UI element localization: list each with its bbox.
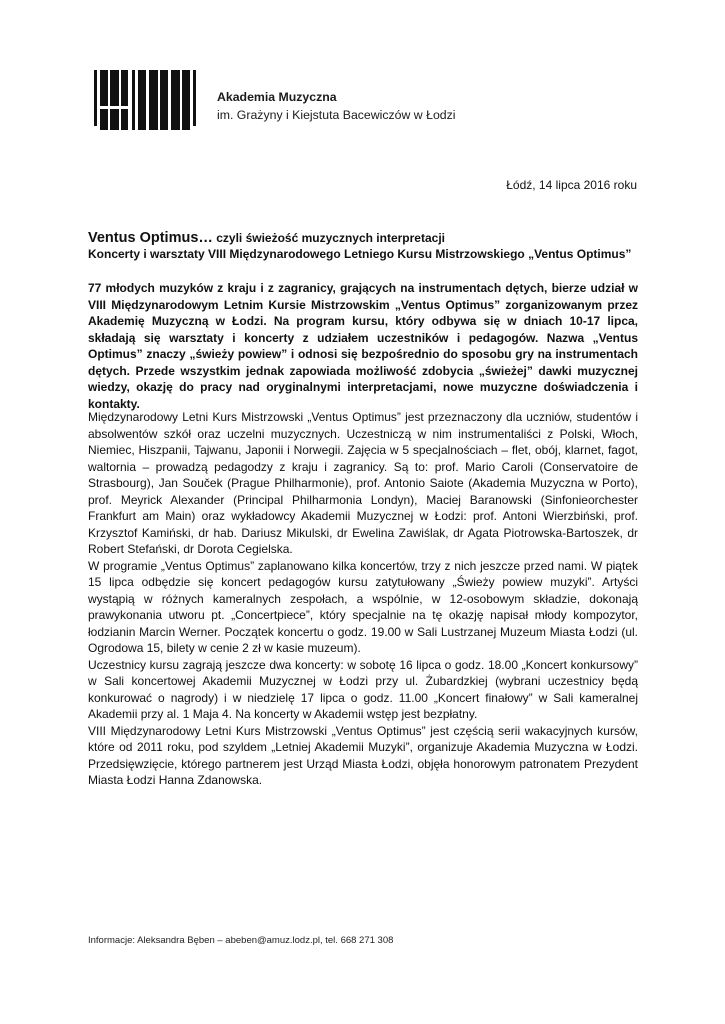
- title-main: Ventus Optimus…: [88, 230, 213, 246]
- paragraph: VIII Międzynarodowy Letni Kurs Mistrzowski „Ventus Optimus” jest częścią serii wakacyjnych kursów, które od 2011 roku, pod szyldem „Letniej Akademii Muzyki”, organizuje Akademia Muzyczna w Łodzi. Przedsięwzięcie, którego partnerem jest Urząd Miasta Łodzi, objęła honorowym patronatem Prezydent Miasta Łodzi Hanna Zdanowska.: [88, 723, 638, 787]
- lead-paragraph: [88, 280, 638, 412]
- document-title: [88, 229, 638, 247]
- paragraph: W programie „Ventus Optimus” zaplanowano kilka koncertów, trzy z nich jeszcze przed nami. W piątek 15 lipca odbędzie się koncert pedagogów kursu zatytułowany „Świeży powiew muzyki”. Artyści wystąpią w różnych kameralnych zespołach, a wspólnie, w 12-osobowym składzie, dokonają prawykonania utworu pt. „Concertpiece”, który specjalnie na tę okazję napisał młody kompozytor, łodzianin Marcin Werner. Początek koncertu o godz. 19.00 w Sali Lustrzanej Muzeum Miasta Łodzi (ul. Ogrodowa 15, bilety w cenie 2 zł w kasie muzeum).: [88, 558, 638, 655]
- academy-logo-icon: [94, 68, 206, 130]
- paragraph: Uczestnicy kursu zagrają jeszcze dwa koncerty: w sobotę 16 lipca o godz. 18.00 „Koncert konkursowy” w Sali koncertowej Akademii Muzycznej w Łodzi przy ul. Żubardzkiej (wybrani uczestnicy będą konkurować o nagrody) i w niedzielę 17 lipca o godz. 11.00 „Koncert finałowy” w Sali kameralnej Akademii przy al. 1 Maja 4. Na koncerty w Akademii wstęp jest bezpłatny.: [88, 657, 638, 721]
- body-text: [88, 409, 638, 789]
- paragraph: Międzynarodowy Letni Kurs Mistrzowski „Ventus Optimus” jest przeznaczony dla uczniów, studentów i absolwentów szkół oraz uczelni muzycznych. Uczestniczą w nim instrumentaliści z Polski, Włoch, Niemiec, Hiszpanii, Tajwanu, Japonii i Norwegii. Zajęcia w 5 specjalnościach – flet, obój, klarnet, fagot, waltornia – prowadzą pedagodzy z kraju i zagranicy. Są to: prof. Mario Caroli (Conservatoire de Strasbourg), Jan Souček (Prague Philharmonie), prof. Antonio Saiote (Akademia Muzyczna w Porto), prof. Meyrick Alexander (Principal Philharmonia Londyn), Maciej Baranowski (Sinfonieorchester Frankfurt am Main) oraz wykładowcy Akademii Muzycznej w Łodzi: prof. Antoni Wierzbiński, prof. Krzysztof Kamiński, dr hab. Dariusz Mikulski, dr Ewelina Zawiślak, dr Agata Piotrowska-Bartoszek, dr Robert Stefański, dr Dorota Cegielska.: [88, 410, 638, 556]
- organization-block: [217, 88, 456, 124]
- lead-text: 77 młodych muzyków z kraju i z zagranicy, grających na instrumentach dętych, bierze udział w VIII Międzynarodowym Letnim Kursie Mistrzowskim „Ventus Optimus” zorganizowanym przez Akademię Muzyczną w Łodzi. Na program kursu, który odbywa się w dniach 10-17 lipca, składają się warsztaty i koncerty z udziałem uczestników i pedagogów. Nazwa „Ventus Optimus” znaczy „świeży powiew” i odnosi się bezpośrednio do sposobu gry na instrumentach dętych. Przede wszystkim jednak zapowiada możliwość zdobycia „świeżej” dawki muzycznej wiedzy, okazję do pracy nad oryginalnymi interpretacjami, nowe muzyczne doświadczenia i kontakty.: [88, 281, 638, 411]
- organization-subtitle: im. Grażyny i Kiejstuta Bacewiczów w Łodzi: [217, 108, 456, 122]
- title-rest: czyli świeżość muzycznych interpretacji: [212, 231, 445, 245]
- contact-footer: Informacje: Aleksandra Bęben – abeben@amuz.lodz.pl, tel. 668 271 308: [88, 935, 394, 946]
- organization-name: Akademia Muzyczna: [217, 90, 337, 104]
- document-subtitle: Koncerty i warsztaty VIII Międzynarodowego Letniego Kursu Mistrzowskiego „Ventus Optimus”: [88, 247, 632, 261]
- document-date: Łódź, 14 lipca 2016 roku: [506, 178, 637, 192]
